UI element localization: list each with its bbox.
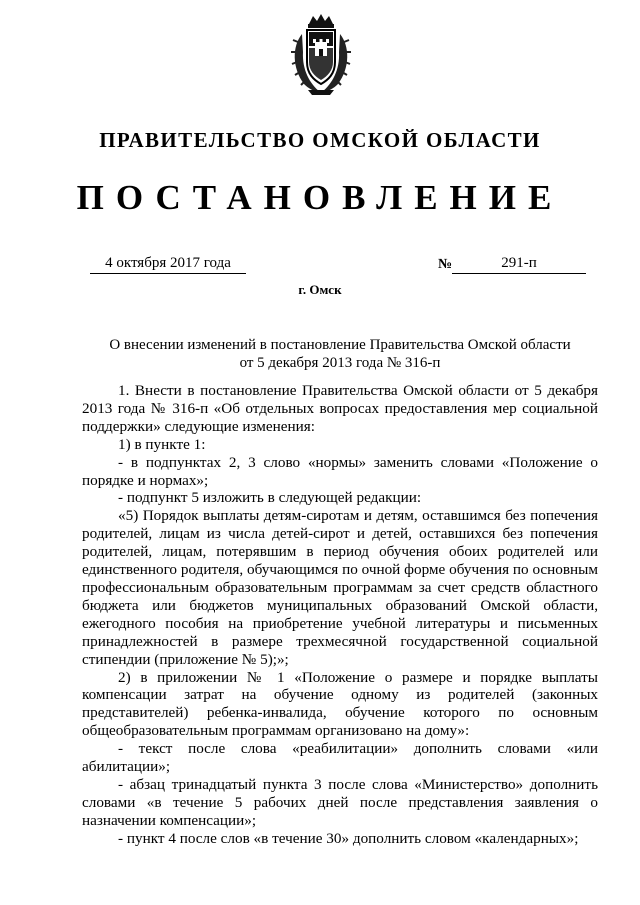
paragraph-7: - текст после слова «реабилитации» дополнить словами «или абилитации»; <box>82 740 598 776</box>
paragraph-5: «5) Порядок выплаты детям-сиротам и детям, оставшимся без попечения родителей, лицам из числа детей-сирот и детей, оставшихся без попечения родителей, лицам, потерявшим в период обучения обоих родителей или единственного родителя, обучающимся по очной форме обучения по основным профессиональным образовательным программам за счет средств областного бюджета или бюджетов муниципальных образований Омской области, ежегодного пособия на приобретение учебной литературы и письменных принадлежностей в размере трехмесячной государственной социальной стипендии (приложение № 5);»; <box>82 507 598 668</box>
paragraph-4: - подпункт 5 изложить в следующей редакции: <box>118 489 422 507</box>
city-name: г. Омск <box>298 282 342 297</box>
paragraph-2: 1) в пункте 1: <box>118 435 206 453</box>
coat-of-arms-emblem <box>290 12 352 96</box>
paragraph-3: - в подпунктах 2, 3 слово «нормы» заменить словами «Положение о порядке и нормах»; <box>82 453 598 489</box>
subject-line-2: от 5 декабря 2013 года № 316-п <box>239 355 441 371</box>
paragraph-1: 1. Внести в постановление Правительства Омской области от 5 декабря 2013 года № 316-п «Об отдельных вопросах предоставления мер социальной поддержки» следующие изменения: <box>82 382 598 435</box>
government-name: ПРАВИТЕЛЬСТВО ОМСКОЙ ОБЛАСТИ <box>99 128 541 152</box>
document-body <box>82 382 598 848</box>
paragraph-6: 2) в приложении № 1 «Положение о размере и порядке выплаты компенсации затрат на обучение одному из родителей (законных представителей) ребенка-инвалида, обучение которого по основным общеобразовательным программам организовано на дому»: <box>82 668 598 740</box>
document-number: 291-п <box>452 255 586 274</box>
document-type-title: ПОСТАНОВЛЕНИЕ <box>76 178 564 217</box>
subject-line-1: О внесении изменений в постановление Правительства Омской области <box>109 337 571 353</box>
number-label: № <box>438 257 453 272</box>
document-subject <box>0 336 640 372</box>
paragraph-9: - пункт 4 после слов «в течение 30» дополнить словом «календарных»; <box>118 829 579 847</box>
document-date: 4 октября 2017 года <box>90 255 246 274</box>
paragraph-8: - абзац тринадцатый пункта 3 после слова «Министерство» дополнить словами «в течение 5 рабочих дней после представления заявления о назначении компенсации»; <box>82 775 598 829</box>
